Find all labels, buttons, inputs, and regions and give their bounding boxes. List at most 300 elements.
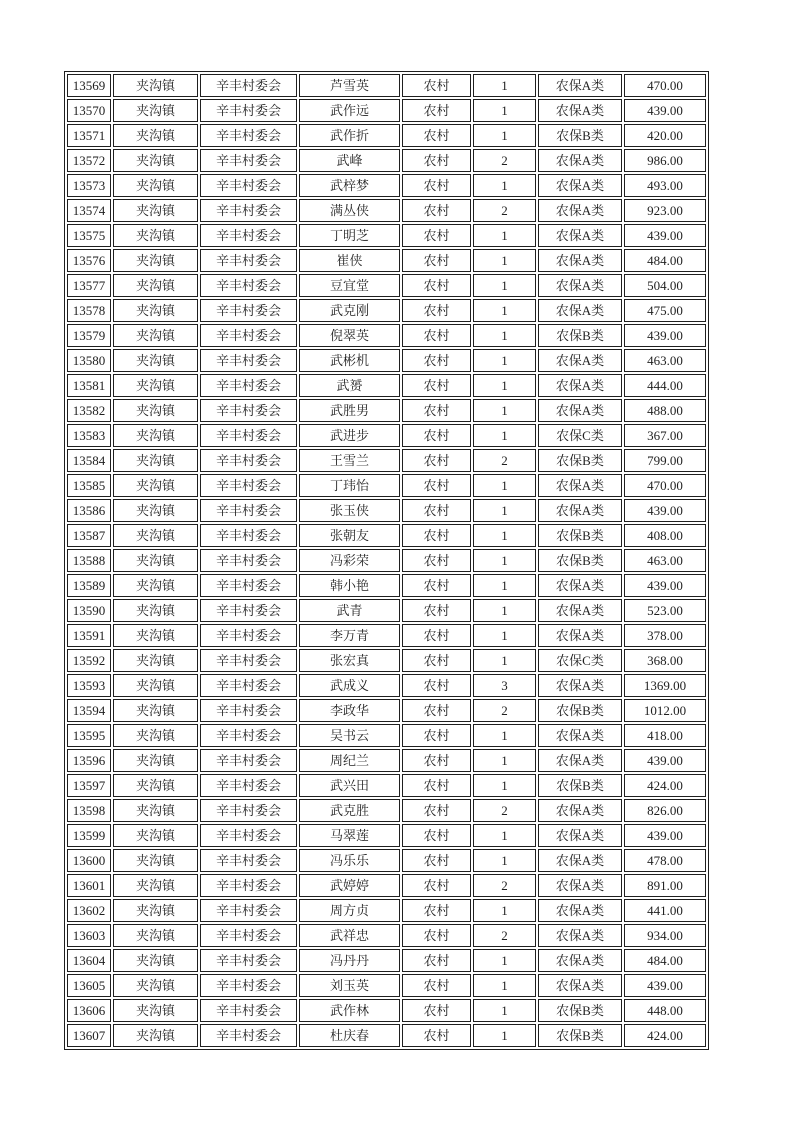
cell-amount: 439.00 [624,99,706,122]
cell-category: 农保A类 [538,724,622,747]
cell-type: 农村 [402,974,471,997]
cell-count: 2 [473,799,536,822]
cell-category: 农保A类 [538,599,622,622]
cell-id: 13597 [67,774,111,797]
cell-village: 辛丰村委会 [200,799,297,822]
cell-id: 13594 [67,699,111,722]
payment-table [64,71,709,1050]
cell-id: 13602 [67,899,111,922]
cell-amount: 891.00 [624,874,706,897]
cell-type: 农村 [402,449,471,472]
table-row [67,174,706,197]
table-row [67,724,706,747]
cell-name: 武婷婷 [299,874,400,897]
cell-id: 13607 [67,1024,111,1047]
cell-name: 倪翠英 [299,324,400,347]
cell-id: 13593 [67,674,111,697]
cell-type: 农村 [402,274,471,297]
cell-category: 农保A类 [538,874,622,897]
cell-village: 辛丰村委会 [200,774,297,797]
cell-name: 武克刚 [299,299,400,322]
cell-category: 农保A类 [538,349,622,372]
cell-id: 13582 [67,399,111,422]
cell-town: 夹沟镇 [113,249,198,272]
table-row [67,849,706,872]
cell-name: 张朝友 [299,524,400,547]
cell-type: 农村 [402,549,471,572]
cell-town: 夹沟镇 [113,549,198,572]
cell-type: 农村 [402,249,471,272]
table-row [67,949,706,972]
cell-type: 农村 [402,299,471,322]
cell-id: 13585 [67,474,111,497]
cell-village: 辛丰村委会 [200,424,297,447]
cell-village: 辛丰村委会 [200,399,297,422]
cell-town: 夹沟镇 [113,949,198,972]
cell-name: 武作远 [299,99,400,122]
cell-count: 1 [473,599,536,622]
cell-town: 夹沟镇 [113,699,198,722]
cell-count: 1 [473,324,536,347]
cell-count: 3 [473,674,536,697]
cell-count: 1 [473,1024,536,1047]
cell-village: 辛丰村委会 [200,574,297,597]
cell-count: 1 [473,249,536,272]
table-row [67,574,706,597]
cell-town: 夹沟镇 [113,974,198,997]
table-row [67,699,706,722]
cell-village: 辛丰村委会 [200,74,297,97]
cell-name: 张宏真 [299,649,400,672]
cell-town: 夹沟镇 [113,124,198,147]
cell-town: 夹沟镇 [113,524,198,547]
cell-count: 1 [473,749,536,772]
cell-category: 农保A类 [538,249,622,272]
cell-count: 1 [473,624,536,647]
cell-name: 杜庆春 [299,1024,400,1047]
cell-id: 13598 [67,799,111,822]
cell-type: 农村 [402,774,471,797]
table-row [67,449,706,472]
cell-name: 冯乐乐 [299,849,400,872]
cell-village: 辛丰村委会 [200,974,297,997]
cell-category: 农保A类 [538,74,622,97]
cell-count: 2 [473,199,536,222]
table-row [67,124,706,147]
cell-village: 辛丰村委会 [200,824,297,847]
cell-village: 辛丰村委会 [200,549,297,572]
table-row [67,999,706,1022]
cell-id: 13603 [67,924,111,947]
cell-village: 辛丰村委会 [200,274,297,297]
table-row [67,399,706,422]
cell-amount: 826.00 [624,799,706,822]
table-row [67,749,706,772]
cell-amount: 493.00 [624,174,706,197]
table-row [67,1024,706,1047]
cell-id: 13586 [67,499,111,522]
cell-id: 13591 [67,624,111,647]
cell-amount: 418.00 [624,724,706,747]
cell-type: 农村 [402,424,471,447]
cell-name: 刘玉英 [299,974,400,997]
cell-id: 13583 [67,424,111,447]
cell-type: 农村 [402,474,471,497]
cell-type: 农村 [402,399,471,422]
cell-town: 夹沟镇 [113,924,198,947]
cell-amount: 439.00 [624,974,706,997]
cell-category: 农保A类 [538,274,622,297]
cell-town: 夹沟镇 [113,724,198,747]
cell-category: 农保A类 [538,899,622,922]
cell-type: 农村 [402,899,471,922]
cell-town: 夹沟镇 [113,149,198,172]
cell-type: 农村 [402,524,471,547]
cell-amount: 504.00 [624,274,706,297]
cell-category: 农保A类 [538,824,622,847]
cell-name: 武成义 [299,674,400,697]
cell-village: 辛丰村委会 [200,924,297,947]
cell-village: 辛丰村委会 [200,649,297,672]
cell-count: 1 [473,174,536,197]
cell-town: 夹沟镇 [113,224,198,247]
cell-count: 1 [473,949,536,972]
cell-town: 夹沟镇 [113,899,198,922]
cell-town: 夹沟镇 [113,799,198,822]
table-row [67,774,706,797]
cell-id: 13604 [67,949,111,972]
cell-name: 丁玮怡 [299,474,400,497]
table-row [67,549,706,572]
table-row [67,649,706,672]
cell-village: 辛丰村委会 [200,224,297,247]
cell-town: 夹沟镇 [113,749,198,772]
cell-type: 农村 [402,74,471,97]
cell-town: 夹沟镇 [113,624,198,647]
cell-category: 农保B类 [538,524,622,547]
cell-id: 13605 [67,974,111,997]
cell-village: 辛丰村委会 [200,849,297,872]
cell-id: 13572 [67,149,111,172]
table-row [67,249,706,272]
cell-id: 13581 [67,374,111,397]
cell-amount: 1369.00 [624,674,706,697]
cell-village: 辛丰村委会 [200,449,297,472]
cell-count: 1 [473,474,536,497]
cell-name: 满丛侠 [299,199,400,222]
cell-count: 2 [473,449,536,472]
cell-category: 农保B类 [538,124,622,147]
cell-type: 农村 [402,824,471,847]
cell-amount: 934.00 [624,924,706,947]
cell-id: 13600 [67,849,111,872]
cell-town: 夹沟镇 [113,774,198,797]
cell-id: 13601 [67,874,111,897]
cell-village: 辛丰村委会 [200,999,297,1022]
cell-type: 农村 [402,199,471,222]
cell-amount: 420.00 [624,124,706,147]
cell-id: 13589 [67,574,111,597]
cell-village: 辛丰村委会 [200,299,297,322]
cell-count: 2 [473,699,536,722]
cell-count: 1 [473,849,536,872]
cell-type: 农村 [402,124,471,147]
cell-amount: 1012.00 [624,699,706,722]
cell-type: 农村 [402,649,471,672]
cell-category: 农保A类 [538,749,622,772]
cell-type: 农村 [402,499,471,522]
cell-amount: 470.00 [624,474,706,497]
cell-type: 农村 [402,349,471,372]
cell-name: 冯丹丹 [299,949,400,972]
cell-town: 夹沟镇 [113,1024,198,1047]
cell-category: 农保A类 [538,149,622,172]
cell-count: 1 [473,649,536,672]
table-row [67,324,706,347]
cell-id: 13575 [67,224,111,247]
cell-town: 夹沟镇 [113,649,198,672]
cell-village: 辛丰村委会 [200,524,297,547]
table-row [67,599,706,622]
cell-town: 夹沟镇 [113,399,198,422]
cell-name: 武祥忠 [299,924,400,947]
cell-category: 农保A类 [538,374,622,397]
cell-village: 辛丰村委会 [200,174,297,197]
cell-town: 夹沟镇 [113,574,198,597]
cell-name: 武梓梦 [299,174,400,197]
cell-amount: 444.00 [624,374,706,397]
cell-category: 农保A类 [538,574,622,597]
cell-town: 夹沟镇 [113,824,198,847]
cell-amount: 378.00 [624,624,706,647]
cell-name: 武进步 [299,424,400,447]
cell-type: 农村 [402,674,471,697]
cell-town: 夹沟镇 [113,324,198,347]
cell-count: 1 [473,274,536,297]
table-row [67,199,706,222]
cell-count: 1 [473,124,536,147]
cell-amount: 439.00 [624,824,706,847]
cell-category: 农保B类 [538,549,622,572]
cell-category: 农保B类 [538,324,622,347]
cell-type: 农村 [402,224,471,247]
cell-village: 辛丰村委会 [200,899,297,922]
cell-village: 辛丰村委会 [200,674,297,697]
cell-amount: 484.00 [624,249,706,272]
cell-count: 1 [473,574,536,597]
cell-amount: 986.00 [624,149,706,172]
cell-name: 武克胜 [299,799,400,822]
table-row [67,149,706,172]
cell-count: 2 [473,874,536,897]
cell-village: 辛丰村委会 [200,149,297,172]
cell-category: 农保B类 [538,774,622,797]
cell-category: 农保A类 [538,399,622,422]
table-row [67,674,706,697]
cell-id: 13577 [67,274,111,297]
cell-amount: 448.00 [624,999,706,1022]
cell-village: 辛丰村委会 [200,724,297,747]
cell-town: 夹沟镇 [113,299,198,322]
cell-name: 武彬机 [299,349,400,372]
table-row [67,874,706,897]
cell-category: 农保A类 [538,624,622,647]
cell-category: 农保B类 [538,449,622,472]
cell-category: 农保A类 [538,499,622,522]
cell-id: 13569 [67,74,111,97]
cell-amount: 439.00 [624,224,706,247]
table-row [67,499,706,522]
table-body [67,74,706,1047]
cell-amount: 424.00 [624,774,706,797]
cell-category: 农保A类 [538,849,622,872]
cell-count: 1 [473,224,536,247]
cell-category: 农保C类 [538,424,622,447]
cell-name: 武赟 [299,374,400,397]
cell-village: 辛丰村委会 [200,374,297,397]
cell-amount: 799.00 [624,449,706,472]
cell-village: 辛丰村委会 [200,349,297,372]
table-row [67,974,706,997]
cell-count: 1 [473,74,536,97]
cell-type: 农村 [402,624,471,647]
cell-amount: 368.00 [624,649,706,672]
cell-category: 农保A类 [538,974,622,997]
cell-village: 辛丰村委会 [200,249,297,272]
cell-amount: 463.00 [624,349,706,372]
cell-amount: 475.00 [624,299,706,322]
cell-category: 农保A类 [538,199,622,222]
cell-type: 农村 [402,699,471,722]
cell-name: 马翠莲 [299,824,400,847]
cell-amount: 484.00 [624,949,706,972]
cell-type: 农村 [402,149,471,172]
cell-count: 1 [473,549,536,572]
cell-count: 1 [473,974,536,997]
cell-count: 1 [473,399,536,422]
cell-type: 农村 [402,374,471,397]
cell-count: 1 [473,999,536,1022]
table-row [67,349,706,372]
table-row [67,424,706,447]
cell-village: 辛丰村委会 [200,749,297,772]
cell-town: 夹沟镇 [113,599,198,622]
cell-count: 1 [473,774,536,797]
cell-village: 辛丰村委会 [200,499,297,522]
cell-village: 辛丰村委会 [200,124,297,147]
cell-count: 1 [473,824,536,847]
table-row [67,824,706,847]
table-row [67,274,706,297]
table-row [67,74,706,97]
cell-name: 吴书云 [299,724,400,747]
cell-town: 夹沟镇 [113,174,198,197]
cell-category: 农保B类 [538,699,622,722]
cell-id: 13596 [67,749,111,772]
cell-id: 13573 [67,174,111,197]
cell-count: 1 [473,299,536,322]
cell-id: 13587 [67,524,111,547]
table-row [67,374,706,397]
cell-name: 李万青 [299,624,400,647]
cell-type: 农村 [402,874,471,897]
cell-type: 农村 [402,724,471,747]
cell-name: 张玉侠 [299,499,400,522]
cell-town: 夹沟镇 [113,674,198,697]
cell-category: 农保A类 [538,474,622,497]
cell-town: 夹沟镇 [113,849,198,872]
cell-amount: 478.00 [624,849,706,872]
cell-id: 13588 [67,549,111,572]
cell-count: 1 [473,499,536,522]
cell-category: 农保C类 [538,649,622,672]
cell-name: 丁明芝 [299,224,400,247]
cell-name: 武青 [299,599,400,622]
cell-name: 韩小艳 [299,574,400,597]
cell-town: 夹沟镇 [113,349,198,372]
cell-count: 1 [473,724,536,747]
cell-village: 辛丰村委会 [200,874,297,897]
cell-amount: 408.00 [624,524,706,547]
cell-count: 1 [473,424,536,447]
cell-village: 辛丰村委会 [200,99,297,122]
table-row [67,899,706,922]
cell-count: 1 [473,524,536,547]
cell-type: 农村 [402,999,471,1022]
cell-name: 武作折 [299,124,400,147]
cell-category: 农保A类 [538,299,622,322]
cell-type: 农村 [402,324,471,347]
cell-id: 13570 [67,99,111,122]
cell-town: 夹沟镇 [113,99,198,122]
cell-count: 1 [473,374,536,397]
cell-name: 芦雪英 [299,74,400,97]
cell-village: 辛丰村委会 [200,599,297,622]
cell-town: 夹沟镇 [113,274,198,297]
cell-name: 李政华 [299,699,400,722]
cell-village: 辛丰村委会 [200,199,297,222]
cell-id: 13580 [67,349,111,372]
cell-town: 夹沟镇 [113,74,198,97]
cell-name: 武兴田 [299,774,400,797]
cell-type: 农村 [402,749,471,772]
cell-amount: 424.00 [624,1024,706,1047]
cell-count: 1 [473,99,536,122]
cell-count: 1 [473,349,536,372]
table-row [67,799,706,822]
cell-amount: 441.00 [624,899,706,922]
cell-town: 夹沟镇 [113,874,198,897]
cell-type: 农村 [402,849,471,872]
cell-type: 农村 [402,924,471,947]
cell-name: 周纪兰 [299,749,400,772]
cell-name: 武作林 [299,999,400,1022]
cell-category: 农保A类 [538,99,622,122]
cell-village: 辛丰村委会 [200,624,297,647]
cell-name: 冯彩荣 [299,549,400,572]
cell-category: 农保B类 [538,999,622,1022]
cell-village: 辛丰村委会 [200,699,297,722]
cell-amount: 439.00 [624,499,706,522]
cell-id: 13592 [67,649,111,672]
table-row [67,474,706,497]
cell-type: 农村 [402,1024,471,1047]
cell-name: 王雪兰 [299,449,400,472]
cell-town: 夹沟镇 [113,474,198,497]
cell-id: 13571 [67,124,111,147]
table-row [67,299,706,322]
cell-village: 辛丰村委会 [200,474,297,497]
